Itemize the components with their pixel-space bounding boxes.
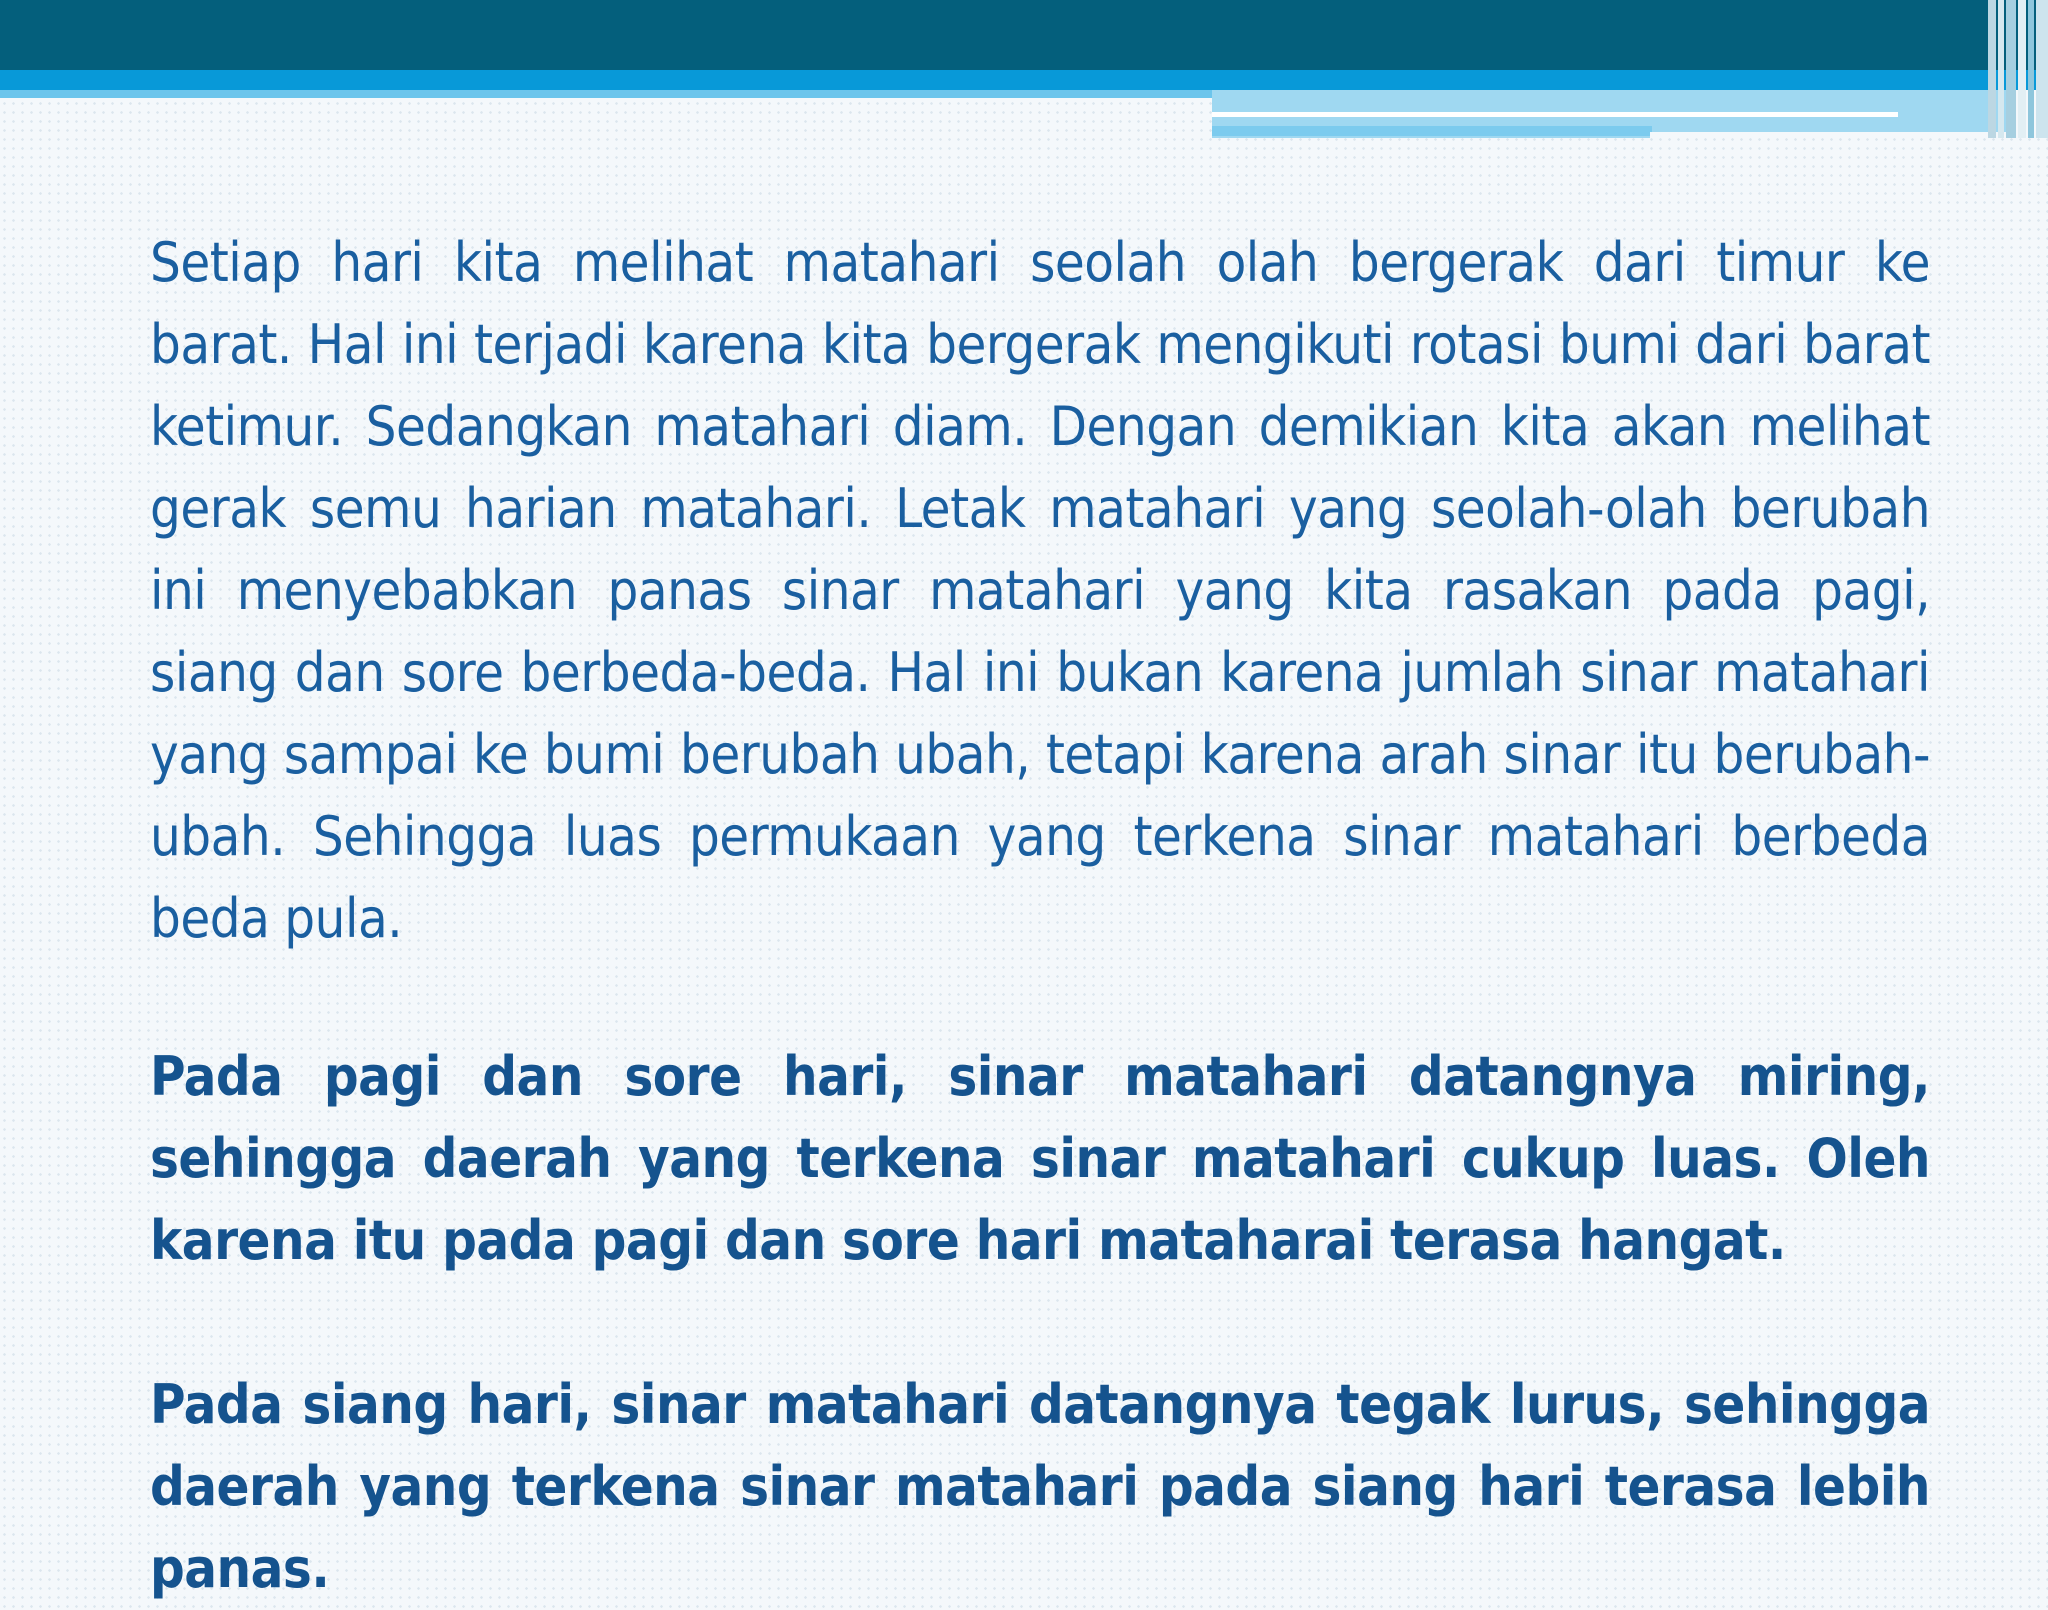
- header-bar-mid: [0, 70, 2048, 90]
- header-bar-dark: [0, 0, 2048, 70]
- header-line-blue: [1212, 126, 1652, 136]
- morning-evening-paragraph: Pada pagi dan sore hari, sinar matahari datangnya miring, sehingga daerah yang terkena sinar matahari cukup luas. Oleh karena itu pada pagi dan sore hari mataharai terasa hangat.: [150, 1045, 1930, 1272]
- slide-content: [150, 222, 1930, 1610]
- edge-stripe: [2028, 0, 2034, 138]
- intro-paragraph: Setiap hari kita melihat matahari seolah olah bergerak dari timur ke barat. Hal ini terjadi karena kita bergerak mengikuti rotasi bumi dari barat ketimur. Sedangkan matahari diam. Dengan demikian kita akan melihat gerak semu harian matahari. Letak matahari yang seolah-olah berubah ini menyebabkan panas sinar matahari yang kita rasakan pada pagi, siang dan sore berbeda-beda. Hal ini bukan karena jumlah sinar matahari yang sampai ke bumi berubah ubah, tetapi karena arah sinar itu berubah-ubah. Sehingga luas permukaan yang terkena sinar matahari berbeda beda pula.: [150, 231, 1930, 950]
- edge-stripe: [2006, 0, 2016, 138]
- header-line-white: [1212, 112, 1898, 117]
- header-bar-light: [0, 90, 1213, 98]
- edge-stripe: [2018, 0, 2026, 138]
- edge-stripe: [2036, 0, 2048, 138]
- edge-stripe: [1988, 0, 1996, 138]
- noon-paragraph: Pada siang hari, sinar matahari datangnya tegak lurus, sehingga daerah yang terkena sinar matahari pada siang hari terasa lebih panas.: [150, 1373, 1930, 1600]
- edge-stripe: [1998, 0, 2004, 138]
